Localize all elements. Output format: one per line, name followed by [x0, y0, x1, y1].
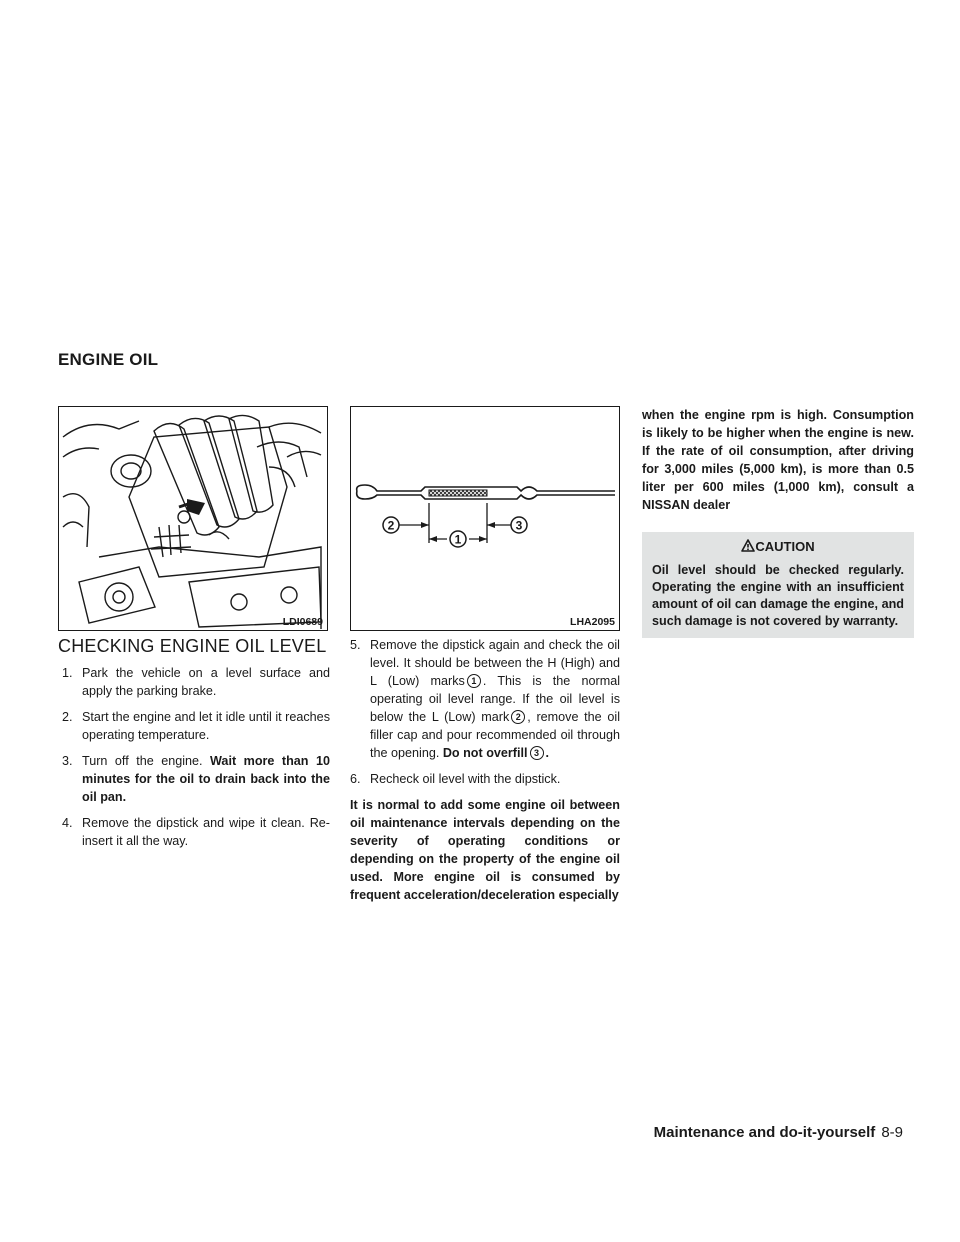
caution-header: CAUTION: [652, 538, 904, 556]
engine-drawing: [59, 407, 326, 629]
svg-text:2: 2: [387, 518, 395, 533]
oil-consumption-note: It is normal to add some engine oil between oil maintenance intervals depending on the severity of operating conditions or depending on the property of the engine oil used. More engine oil is consumed by frequent acceleration/deceleration especially: [350, 798, 620, 902]
svg-text:3: 3: [515, 518, 523, 533]
figure-code: LHA2095: [570, 616, 615, 628]
section-title: ENGINE OIL: [58, 350, 159, 369]
figure-code: LDI0689: [282, 616, 323, 628]
note-continuation: when the engine rpm is high. Consumption is likely to be higher when the engine is new. If the rate of oil consumption, after driving for 3,000 miles (5,000 km), is more than 0.5 liter per 600 miles (1,000 km), consult a NISSAN dealer: [642, 408, 914, 512]
dipstick-drawing: [351, 407, 618, 629]
callout-2-ref: 2: [511, 710, 525, 724]
pointer-arrow-icon: [187, 499, 205, 515]
steps-column-1: [62, 664, 330, 858]
callout-3-ref: 3: [530, 746, 544, 760]
chapter-title: Maintenance and do-it-yourself: [653, 1124, 876, 1141]
callout-1: [450, 531, 466, 547]
step-item: 2. Start the engine and let it idle until it reaches operating temperature.: [62, 710, 330, 742]
engine-illustration: [58, 406, 328, 631]
dipstick-diagram: [350, 406, 620, 631]
callout-3: [511, 517, 527, 533]
step-item: 3. Turn off the engine. Wait more than 10 minutes for the oil to drain back into the oil pan.: [62, 754, 331, 804]
step-item: 4. Remove the dipstick and wipe it clean. Re-insert it all the way.: [62, 816, 330, 848]
svg-text:1: 1: [454, 532, 462, 547]
normal-range-zone: [429, 490, 487, 496]
caution-text: Oil level should be checked regularly. Operating the engine with an insufficient amount of oil can damage the engine, and such damage is not covered by warranty.: [652, 563, 904, 628]
subheading: CHECKING ENGINE OIL LEVEL: [58, 636, 327, 656]
caution-box: [642, 532, 914, 638]
warning-icon: [741, 539, 755, 552]
page-number: 8-9: [881, 1124, 903, 1141]
step-item: 6. Recheck oil level with the dipstick.: [350, 772, 561, 786]
step-item: 5. Remove the dipstick again and check the oil level. It should be between the H (High) and L (Low) marks 1 . This is the normal operating oil level range. If the oil level is below the L (Low) mark 2 , remove the oil filler cap and pour recommended oil through the opening. Do not overfill 3 .: [350, 638, 621, 760]
column-3: [642, 406, 914, 638]
page-footer: [654, 1124, 903, 1141]
step-item: 1. Park the vehicle on a level surface and apply the parking brake.: [62, 666, 330, 698]
steps-column-2: [350, 636, 620, 904]
callout-2: [383, 517, 399, 533]
callout-1-ref: 1: [467, 674, 481, 688]
